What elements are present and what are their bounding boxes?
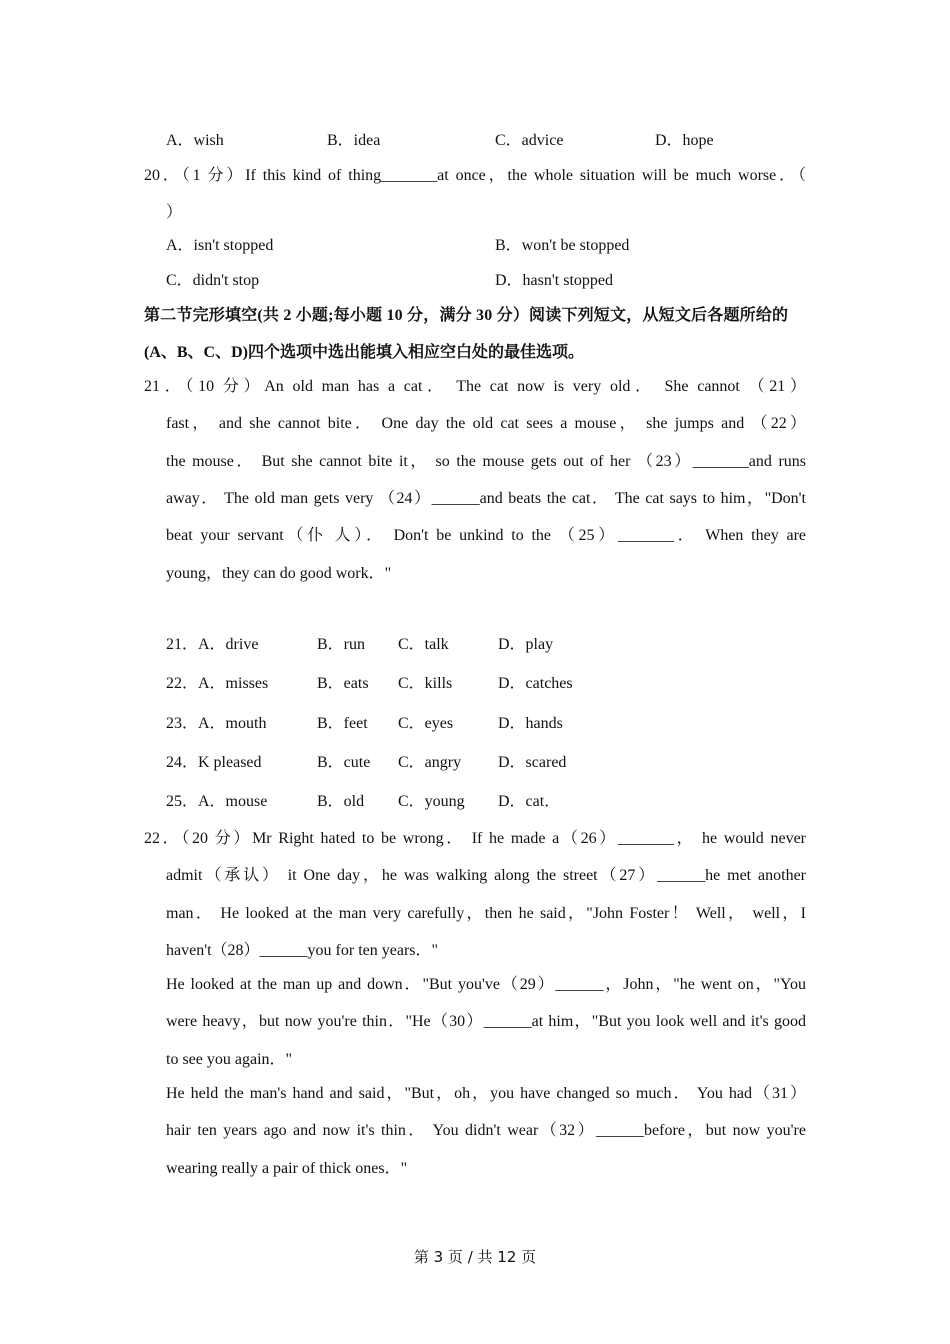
option-b: B．cute [317, 754, 371, 771]
q20-option-a: A．isn't stopped [166, 237, 274, 254]
option-c: C．angry [398, 754, 462, 771]
section-heading-line2: (A、B、C、D)四个选项中选出能填入相应空白处的最佳选项。 [144, 344, 584, 361]
option-c: C．eyes [398, 715, 454, 732]
q22-line: He looked at the man up and down．"But you've（29）______，John，"he went on，"You [166, 976, 806, 993]
q20-stem: 20．（1 分）If this kind of thing_______at once，the whole situation will be much worse．（ [144, 167, 806, 184]
q20-stem-end: ） [166, 204, 183, 221]
option-a: 25．A．mouse [166, 793, 268, 810]
option-d: D．hands [498, 715, 563, 732]
option-d: D．play [498, 636, 554, 653]
q21-line: young，they can do good work．" [166, 565, 392, 582]
q19-option-d: D．hope [655, 132, 714, 149]
option-a: 24．K pleased [166, 754, 262, 771]
option-b: B．eats [317, 675, 369, 692]
option-b: B．feet [317, 715, 368, 732]
option-c: C．talk [398, 636, 449, 653]
option-c: C．young [398, 793, 465, 810]
page-number: 第 3 页 / 共 12 页 [413, 1248, 537, 1266]
q20-option-c: C．didn't stop [166, 272, 260, 289]
option-row [0, 749, 950, 771]
q19-option-b: B．idea [327, 132, 381, 149]
option-d: D．scared [498, 754, 567, 771]
option-c: C．kills [398, 675, 453, 692]
q21-line: the mouse． But she cannot bite it， so the mouse gets out of her （23）_______and runs [166, 453, 806, 470]
option-row [0, 788, 950, 810]
q22-line: haven't（28）______you for ten years．" [166, 942, 439, 959]
option-row [0, 710, 950, 732]
option-b: B．old [317, 793, 365, 810]
q20-option-b: B．won't be stopped [495, 237, 630, 254]
option-d: D．cat． [498, 793, 561, 810]
q21-line: 21．（10 分）An old man has a cat． The cat now is very old． She cannot （21） [144, 378, 806, 395]
q22-line: wearing really a pair of thick ones．" [166, 1160, 408, 1177]
q22-line: He held the man's hand and said，"But，oh，you have changed so much． You had（31） [166, 1085, 806, 1102]
q19-option-a: A．wish [166, 132, 224, 149]
option-d: D．catches [498, 675, 573, 692]
q21-line: away． The old man gets very （24）______and beats the cat． The cat says to him，"Don't [166, 490, 806, 507]
q22-line: man． He looked at the man very carefully，then he said，"John Foster！ Well， well，I [166, 905, 806, 922]
q22-line: admit（承认） it One day，he was walking along the street（27）______he met another [166, 867, 806, 884]
section-heading-line1: 第二节完形填空(共 2 小题;每小题 10 分，满分 30 分）阅读下列短文，从短文后各题所给的 [144, 307, 789, 324]
option-b: B．run [317, 636, 366, 653]
q21-line: fast， and she cannot bite． One day the old cat sees a mouse， she jumps and （22） [166, 415, 806, 432]
q21-line: beat your servant（仆 人）． Don't be unkind to the （25）_______． When they are [166, 527, 806, 544]
option-row [0, 670, 950, 692]
option-a: 22．A．misses [166, 675, 269, 692]
q22-line: hair ten years ago and now it's thin． You didn't wear（32）______before，but now you're [166, 1122, 806, 1139]
q22-line: were heavy，but now you're thin．"He（30）______at him，"But you look well and it's good [166, 1013, 806, 1030]
q19-options [0, 127, 950, 149]
q19-option-c: C．advice [495, 132, 564, 149]
option-a: 21．A．drive [166, 636, 259, 653]
q22-line: to see you again．" [166, 1051, 293, 1068]
option-a: 23．A．mouth [166, 715, 267, 732]
q22-line: 22．（20 分）Mr Right hated to be wrong． If he made a（26）_______， he would never [144, 830, 806, 847]
option-row [0, 631, 950, 653]
q20-option-d: D．hasn't stopped [495, 272, 613, 289]
